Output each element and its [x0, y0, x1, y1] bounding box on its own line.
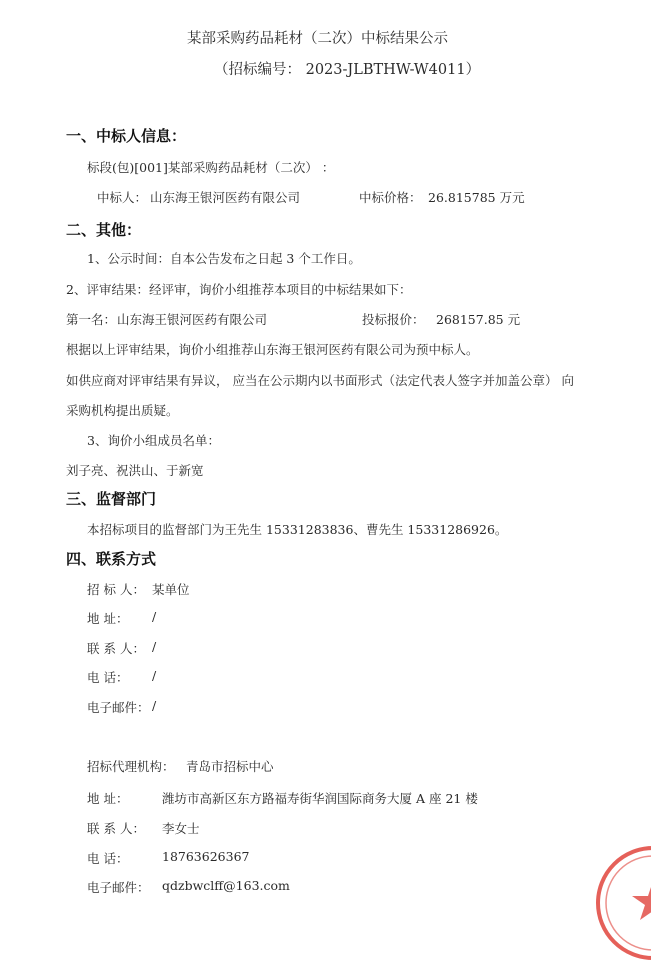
agency-phone-value: 18763626367 — [162, 849, 250, 864]
quote-value: 268157.85 元 — [436, 312, 521, 327]
objection-text-line1: 如供应商对评审结果有异议， 应当在公示期内以书面形式（法定代表人签字并加盖公章） 向 — [66, 373, 574, 388]
official-seal-stamp — [593, 843, 651, 963]
review-result-intro: 2、评审结果：经评审，询价小组推荐本项目的中标结果如下： — [66, 282, 412, 297]
buyer-value: 某单位 — [152, 582, 190, 597]
winner-label: 中标人： — [97, 190, 148, 205]
agency-email-value: qdzbwclff@163.com — [162, 878, 290, 893]
bid-number: （招标编号： 2023-JLBTHW-W4011） — [214, 62, 481, 78]
buyer-address-label: 地 址： — [87, 611, 129, 626]
buyer-contact-label: 联 系 人： — [87, 641, 145, 656]
agency-email-label: 电子邮件： — [87, 880, 150, 895]
panel-members-label: 3、询价小组成员名单： — [87, 433, 220, 448]
objection-text-line2: 采购机构提出质疑。 — [66, 403, 179, 418]
agency-contact-label: 联 系 人： — [87, 821, 145, 836]
agency-address-value: 潍坊市高新区东方路福寿街华润国际商务大厦 A 座 21 楼 — [162, 791, 478, 806]
agency-value: 青岛市招标中心 — [186, 759, 274, 774]
agency-label: 招标代理机构： — [87, 759, 175, 774]
first-place-label: 第一名： — [66, 312, 117, 327]
buyer-phone-value: / — [152, 668, 157, 683]
winner-name: 山东海王银河医药有限公司 — [150, 190, 301, 205]
agency-contact-value: 李女士 — [162, 821, 200, 836]
section-heading-winner: 一、中标人信息： — [66, 127, 187, 145]
buyer-address-value: / — [152, 609, 157, 624]
price-label: 中标价格： — [359, 190, 422, 205]
buyer-email-label: 电子邮件： — [87, 700, 150, 715]
supervision-text: 本招标项目的监督部门为王先生 15331283836、曹先生 15331286926。 — [87, 522, 508, 537]
buyer-label: 招 标 人： — [87, 582, 145, 597]
page-title: 某部采购药品耗材（二次）中标结果公示 — [187, 31, 448, 47]
panel-members: 刘子亮、祝洪山、于新宽 — [66, 463, 204, 478]
buyer-phone-label: 电 话： — [87, 670, 129, 685]
price-value: 26.815785 万元 — [428, 190, 525, 205]
section-heading-other: 二、其他： — [66, 221, 142, 239]
first-place-name: 山东海王银河医药有限公司 — [117, 312, 268, 327]
section-heading-supervision: 三、监督部门 — [66, 490, 157, 508]
buyer-contact-value: / — [152, 639, 157, 654]
quote-label: 投标报价： — [362, 312, 425, 327]
announce-time: 1、公示时间：自本公告发布之日起 3 个工作日。 — [87, 251, 361, 266]
agency-phone-label: 电 话： — [87, 851, 129, 866]
buyer-email-value: / — [152, 698, 157, 713]
lot-line: 标段(包)[001]某部采购药品耗材（二次） ： — [87, 160, 335, 175]
section-heading-contact: 四、联系方式 — [66, 550, 157, 568]
agency-address-label: 地 址： — [87, 791, 129, 806]
conclusion-text: 根据以上评审结果，询价小组推荐山东海王银河医药有限公司为预中标人。 — [66, 342, 479, 357]
